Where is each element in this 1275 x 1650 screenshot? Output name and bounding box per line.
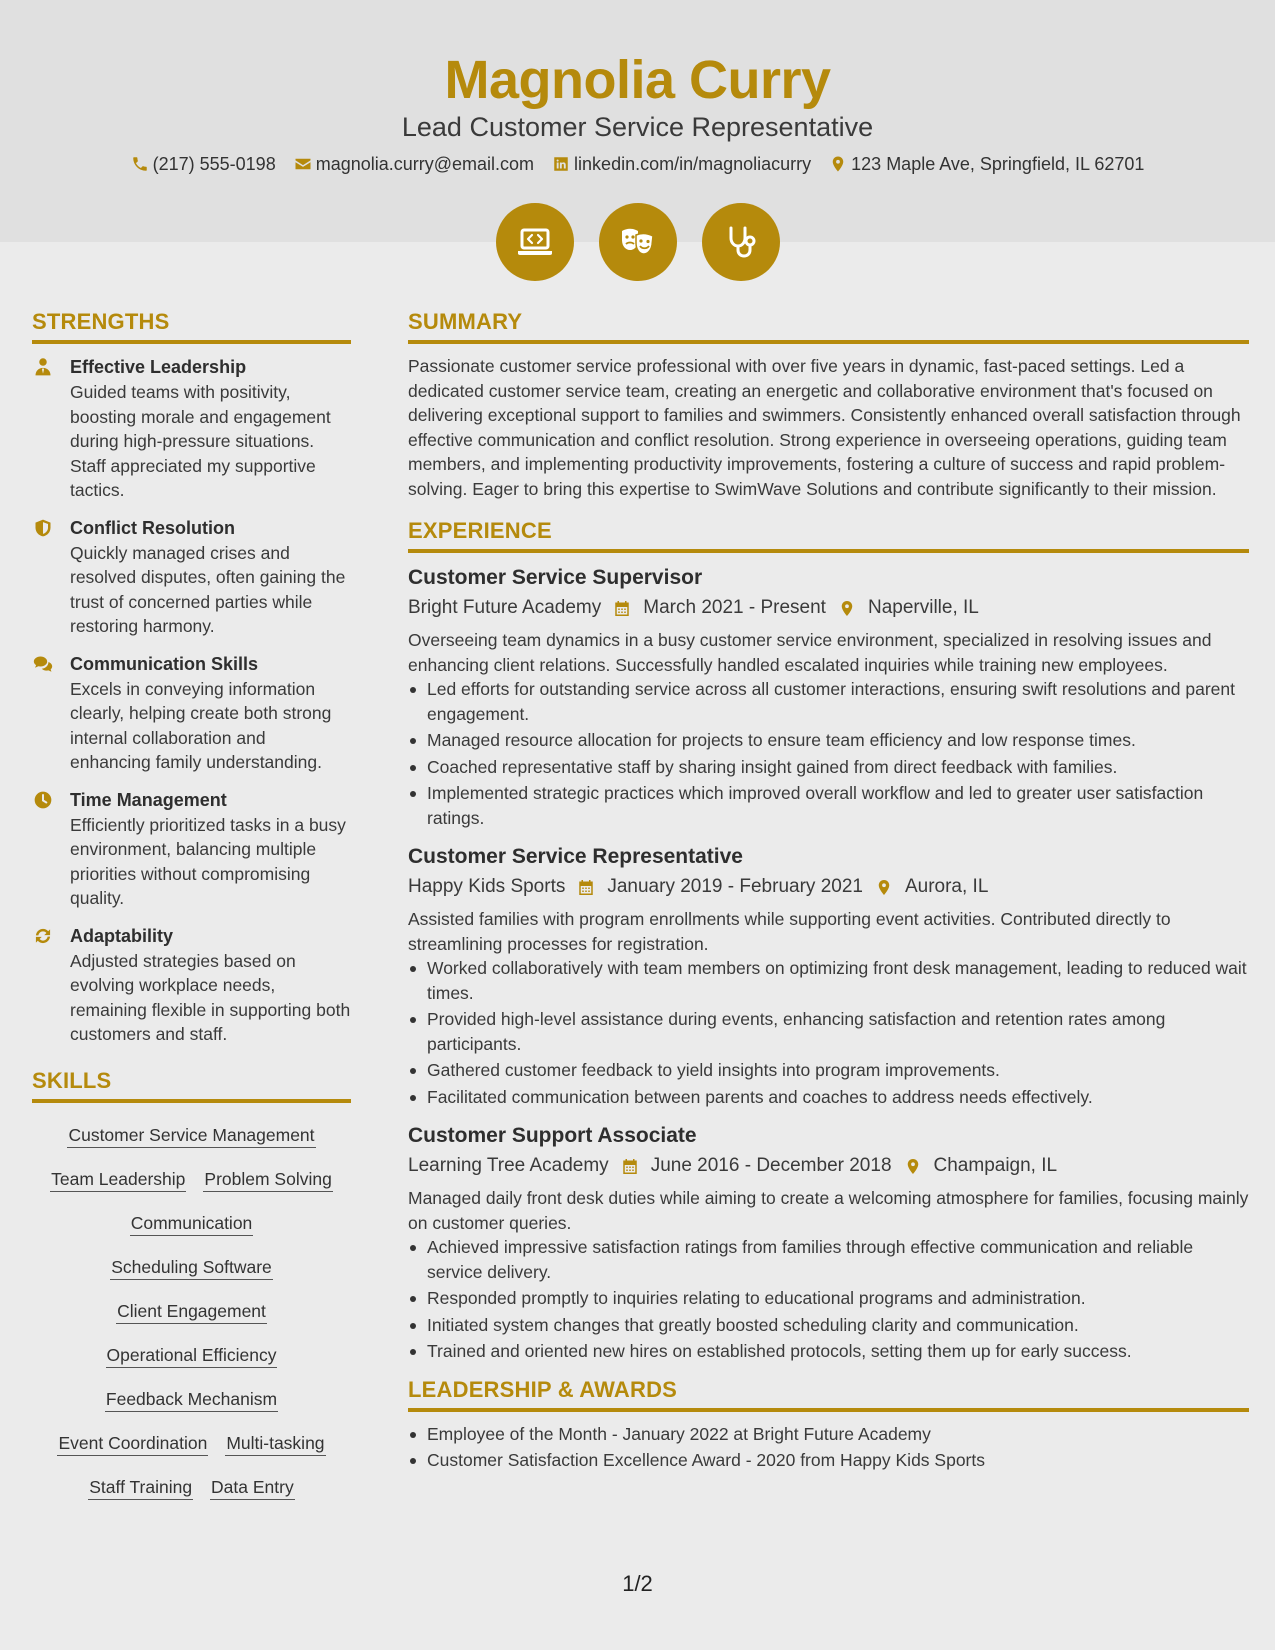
- summary-text: Passionate customer service professional with over five years in dynamic, fast-paced settings. Led a dedicated customer service team, creating an energetic and collaborative environment that's focused on delivering exceptional support to families and swimmers. Consistently enhanced overall satisfaction through effective communication and conflict resolution. Strong experience in overseeing operations, guiding team members, and implementing productivity improvements, fostering a culture of success and rapid problem-solving. Eager to bring this expertise to SwimWave Solutions and contribute significantly to their mission.: [408, 356, 1241, 499]
- job-desc: Assisted families with program enrollments while supporting event activities. Contributed directly to streamlining processes for registration.: [408, 909, 1171, 954]
- job-role: Customer Service Supervisor: [408, 566, 703, 589]
- strength-desc: Efficiently prioritized tasks in a busy environment, balancing multiple priorities without compromising quality.: [70, 814, 346, 908]
- bullet-item: Trained and oriented new hires on established protocols, setting them up for early success.: [408, 1339, 1249, 1364]
- strength-desc: Adjusted strategies based on evolving workplace needs, remaining flexible in supporting both customers and staff.: [70, 950, 351, 1044]
- strength-item: [32, 354, 351, 503]
- skill-tag: Event Coordination: [57, 1431, 208, 1456]
- strength-desc: Excels in conveying information clearly, helping create both strong internal collaboration and enhancing family understanding.: [70, 678, 332, 772]
- skill-tag: Communication: [130, 1211, 254, 1236]
- left-column: [32, 308, 351, 1513]
- bullet-item: Led efforts for outstanding service across all customer interactions, ensuring swift resolutions and parent engagement.: [408, 677, 1249, 726]
- skill-tag: Client Engagement: [116, 1299, 267, 1324]
- strength-item: [32, 923, 351, 1047]
- strengths-heading: STRENGTHS: [32, 308, 351, 344]
- award-item: Customer Satisfaction Excellence Award - 2020 from Happy Kids Sports: [408, 1448, 1249, 1473]
- job-entry: [408, 1121, 1249, 1364]
- calendar-icon: [613, 599, 631, 618]
- strength-desc: Quickly managed crises and resolved disputes, often gaining the trust of concerned parties while restoring harmony.: [70, 542, 346, 636]
- contact-address: [829, 152, 1144, 176]
- strength-title: Effective Leadership: [70, 357, 247, 377]
- job-entry: [408, 842, 1249, 1109]
- page-number: 1/2: [622, 1571, 653, 1596]
- bullet-item: Achieved impressive satisfaction ratings from families through effective communication and reliable service delivery.: [408, 1235, 1249, 1284]
- job-role: Customer Service Representative: [408, 845, 743, 868]
- summary-heading: SUMMARY: [408, 308, 1249, 344]
- skill-tag: Data Entry: [210, 1475, 295, 1500]
- job-company: Happy Kids Sports: [408, 876, 566, 897]
- envelope-icon: [294, 155, 312, 173]
- job-meta: [408, 872, 1249, 902]
- laptop-code-icon: [515, 222, 555, 262]
- contact-phone[interactable]: [131, 152, 276, 176]
- job-meta: [408, 593, 1249, 623]
- candidate-title: Lead Customer Service Representative: [401, 112, 874, 142]
- linkedin-text: linkedin.com/in/magnoliacurry: [574, 154, 812, 174]
- job-bullets: [408, 956, 1249, 1109]
- job-dates: January 2019 - February 2021: [607, 876, 863, 897]
- experience-heading: EXPERIENCE: [408, 517, 1249, 553]
- job-bullets: [408, 1235, 1249, 1364]
- bullet-item: Provided high-level assistance during events, enhancing satisfaction and retention rates among participants.: [408, 1007, 1249, 1056]
- job-dates: June 2016 - December 2018: [650, 1155, 892, 1176]
- skill-tag: Problem Solving: [203, 1167, 332, 1192]
- phone-icon: [131, 155, 149, 173]
- skill-tag: Team Leadership: [50, 1167, 186, 1192]
- skill-tag: Scheduling Software: [110, 1255, 273, 1280]
- contact-email[interactable]: [294, 152, 534, 176]
- skill-tag: Multi-tasking: [225, 1431, 325, 1456]
- job-desc: Overseeing team dynamics in a busy customer service environment, specialized in resolving issues and enhancing client relations. Successfully handled escalated inquiries while training new employees.: [408, 630, 1212, 675]
- shield-icon: [33, 518, 53, 538]
- map-marker-icon: [875, 878, 893, 897]
- bullet-item: Gathered customer feedback to yield insights into program improvements.: [408, 1058, 1249, 1083]
- job-location: Aurora, IL: [904, 876, 989, 897]
- strength-item: [32, 651, 351, 775]
- bullet-item: Coached representative staff by sharing insight gained from direct feedback with families.: [408, 755, 1249, 780]
- theater-masks-icon: [618, 222, 658, 262]
- skill-tag: Operational Efficiency: [106, 1343, 278, 1368]
- strength-item: [32, 787, 351, 911]
- job-company: Learning Tree Academy: [408, 1155, 609, 1176]
- interest-badges: [0, 203, 1275, 281]
- job-entry: [408, 563, 1249, 830]
- stethoscope-badge: [702, 203, 780, 281]
- awards-heading: LEADERSHIP & AWARDS: [408, 1376, 1249, 1412]
- bullet-item: Initiated system changes that greatly boosted scheduling clarity and communication.: [408, 1313, 1249, 1338]
- linkedin-icon: [552, 155, 570, 173]
- skill-tag: Feedback Mechanism: [105, 1387, 278, 1412]
- job-desc: Managed daily front desk duties while aiming to create a welcoming atmosphere for families, focusing mainly on customer queries.: [408, 1188, 1249, 1233]
- job-dates: March 2021 - Present: [643, 597, 826, 618]
- bullet-item: Worked collaboratively with team members on optimizing front desk management, leading to reduced wait times.: [408, 956, 1249, 1005]
- strength-title: Communication Skills: [70, 653, 259, 674]
- clock-icon: [33, 790, 53, 810]
- skill-tag: Staff Training: [88, 1475, 193, 1500]
- awards-list: [408, 1422, 1249, 1473]
- user-tie-icon: [33, 357, 53, 377]
- email-text: magnolia.curry@email.com: [315, 154, 535, 174]
- calendar-icon: [621, 1157, 639, 1176]
- job-bullets: [408, 677, 1249, 830]
- bullet-item: Responded promptly to inquiries relating to educational programs and administration.: [408, 1286, 1249, 1311]
- phone-text: (217) 555-0198: [152, 154, 276, 174]
- map-marker-icon: [829, 155, 847, 173]
- map-marker-icon: [904, 1157, 922, 1176]
- strength-item: [32, 515, 351, 639]
- sync-icon: [33, 926, 53, 946]
- job-company: Bright Future Academy: [408, 597, 602, 618]
- map-marker-icon: [838, 599, 856, 618]
- job-location: Champaign, IL: [933, 1155, 1058, 1176]
- strength-desc: Guided teams with positivity, boosting morale and engagement during high-pressure situations. Staff appreciated my supportive tactics.: [70, 382, 331, 500]
- bullet-item: Facilitated communication between parents and coaches to address needs effectively.: [408, 1085, 1249, 1110]
- strength-title: Conflict Resolution: [70, 517, 235, 538]
- skill-tag: Customer Service Management: [67, 1123, 315, 1148]
- strength-title: Adaptability: [70, 925, 174, 946]
- award-item: Employee of the Month - January 2022 at Bright Future Academy: [408, 1422, 1249, 1447]
- calendar-icon: [577, 878, 595, 897]
- job-meta: [408, 1151, 1249, 1181]
- address-text: 123 Maple Ave, Springfield, IL 62701: [851, 154, 1145, 174]
- stethoscope-icon: [721, 222, 761, 262]
- strength-title: Time Management: [70, 789, 227, 810]
- bullet-item: Managed resource allocation for projects to ensure team efficiency and low response times.: [408, 728, 1249, 753]
- skills-list: [32, 1113, 351, 1513]
- job-role: Customer Support Associate: [408, 1124, 697, 1147]
- right-column: [408, 308, 1249, 1475]
- comments-icon: [33, 654, 53, 674]
- contact-bar: [0, 152, 1275, 176]
- theater-masks-badge: [599, 203, 677, 281]
- laptop-code-badge: [496, 203, 574, 281]
- candidate-name: Magnolia Curry: [444, 50, 831, 110]
- job-location: Naperville, IL: [867, 597, 979, 618]
- bullet-item: Implemented strategic practices which improved overall workflow and led to greater user satisfaction ratings.: [408, 781, 1249, 830]
- skills-heading: SKILLS: [32, 1067, 351, 1103]
- contact-linkedin[interactable]: [552, 152, 811, 176]
